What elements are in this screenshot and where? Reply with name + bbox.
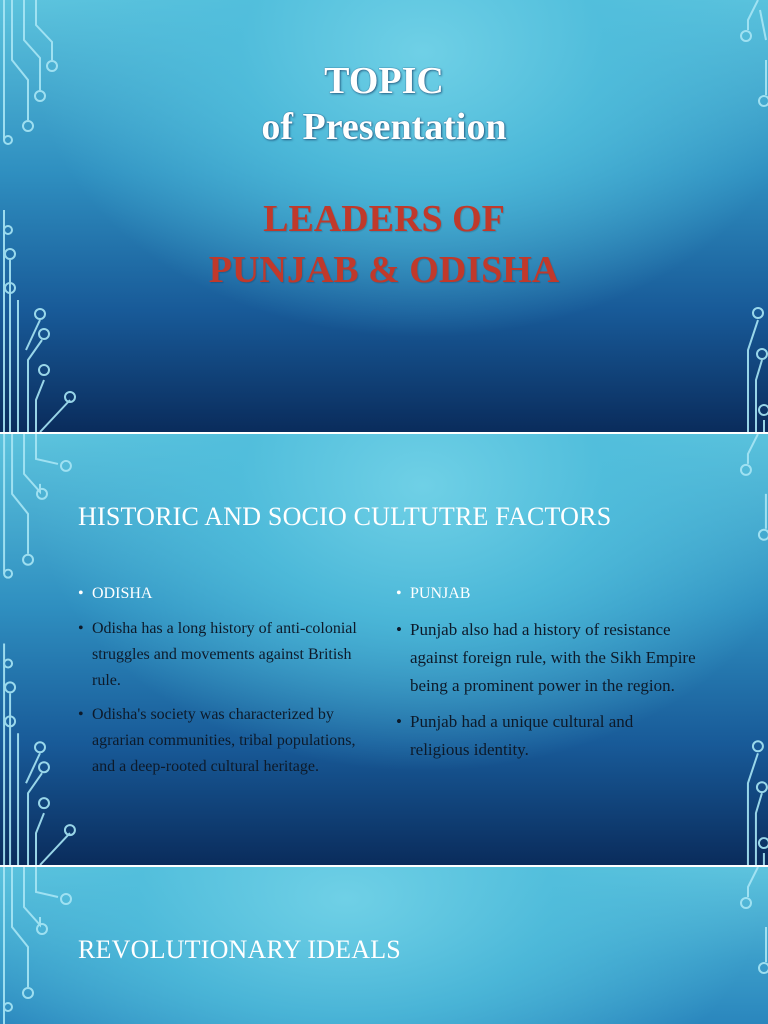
- circuit-decoration-left-icon: [0, 867, 80, 1024]
- topic-label: TOPIC: [324, 60, 444, 102]
- column-header-odisha: • ODISHA: [78, 585, 153, 602]
- list-item: • Punjab had a unique cultural and religious identity.: [396, 712, 634, 759]
- slide-heading: HISTORIC AND SOCIO CULTUTRE FACTORS: [78, 502, 612, 531]
- column-header-punjab: • PUNJAB: [396, 585, 471, 602]
- list-item: • Odisha has a long history of anti-colonial struggles and movements against British rule.: [78, 620, 357, 689]
- presentation-title-line2: PUNJAB & ODISHA: [208, 249, 560, 291]
- slide-historic-factors: [0, 434, 768, 865]
- circuit-decoration-right-icon: [688, 434, 768, 865]
- circuit-decoration-left-icon: [0, 434, 80, 865]
- slide-title: [0, 0, 768, 432]
- list-item: • Odisha's society was characterized by agrarian communities, tribal populations, and a deep-rooted cultural heritage.: [78, 706, 356, 775]
- topic-subtitle: of Presentation: [261, 106, 507, 148]
- slide-heading: REVOLUTIONARY IDEALS: [78, 935, 401, 964]
- punjab-column: [396, 584, 696, 764]
- circuit-decoration-right-icon: [688, 867, 768, 1024]
- list-item: • Punjab also had a history of resistance against foreign rule, with the Sikh Empire being a prominent power in the region.: [396, 620, 696, 695]
- odisha-column: [78, 584, 378, 780]
- slide-revolutionary-ideals: [0, 867, 768, 1024]
- presentation-title-line1: LEADERS OF: [263, 198, 505, 240]
